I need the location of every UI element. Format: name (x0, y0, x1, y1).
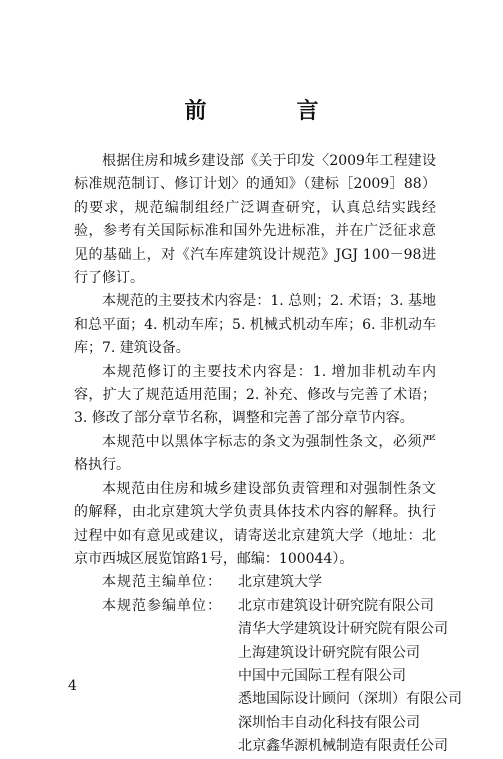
preface-paragraph: 本规范修订的主要技术内容是：1. 增加非机动车内容，扩大了规范适用范围；2. 补充、修改与完善了术语；3. 修改了部分章节名称，调整和完善了部分章节内容。 (74, 363, 436, 427)
participating-units-row (74, 595, 462, 759)
chief-unit-label: 本规范主编单位： (102, 574, 222, 591)
chief-unit-row (74, 571, 436, 594)
preface-paragraph: 本规范中以黑体字标志的条文为强制性条文，必须严格执行。 (74, 433, 436, 474)
preface-paragraph: 根据住房和城乡建设部《关于印发〈2009年工程建设标准规范制订、修订计划〉的通知》（建标［2009］88）的要求，规范编制组经广泛调查研究，认真总结实践经验，参考有关国际标准和国外先进标准，并在广泛征求意见的基础上，对《汽车库建筑设计规范》JGJ 100－98进行了修订。 (74, 153, 436, 287)
page-number: 4 (68, 678, 77, 694)
chief-unit-name: 北京建筑大学 (238, 574, 322, 591)
participating-unit: 清华大学建筑设计研究院有限公司 (238, 621, 448, 638)
participating-unit: 上海建筑设计研究院有限公司 (238, 644, 420, 661)
participating-units-list (238, 595, 462, 759)
participating-unit: 北京鑫华源机械制造有限责任公司 (238, 738, 448, 755)
participating-unit: 悉地国际设计顾问（深圳）有限公司 (238, 691, 462, 708)
preface-body (74, 150, 462, 759)
participating-unit: 北京市建筑设计研究院有限公司 (238, 597, 434, 614)
participating-unit: 深圳怡丰自动化科技有限公司 (238, 714, 420, 731)
preface-paragraph: 本规范由住房和城乡建设部负责管理和对强制性条文的解释，由北京建筑大学负责具体技术内容的解释。执行过程中如有意见或建议，请寄送北京建筑大学（地址：北京市西城区展览馆路1号，邮编：100044）。 (74, 480, 436, 567)
participating-unit: 中国中元国际工程有限公司 (238, 667, 406, 684)
page-title: 前 言 (184, 99, 353, 124)
preface-paragraph: 本规范的主要技术内容是：1. 总则；2. 术语；3. 基地和总平面；4. 机动车库；5. 机械式机动车库；6. 非机动车库；7. 建筑设备。 (74, 293, 436, 357)
participating-units-label: 本规范参编单位： (102, 597, 222, 614)
